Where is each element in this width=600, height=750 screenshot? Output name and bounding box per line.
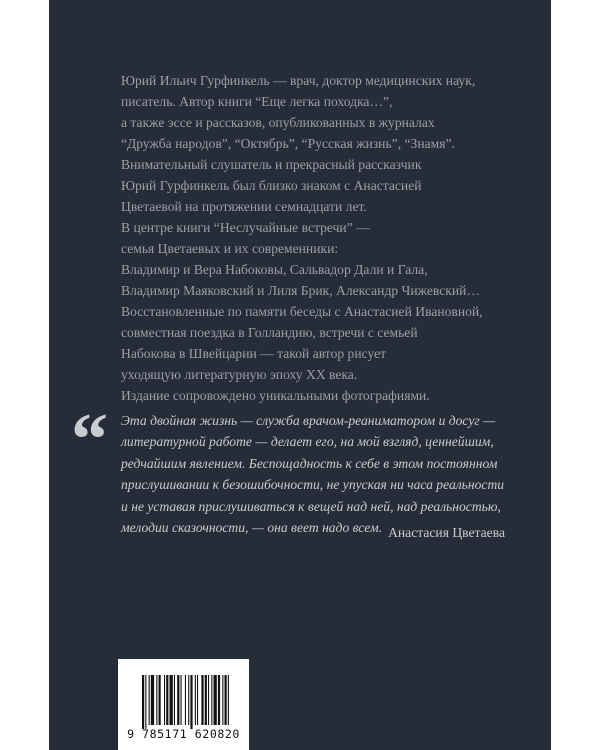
bio-line: Внимательный слушатель и прекрасный рассказчик bbox=[121, 157, 422, 172]
barcode-bar bbox=[159, 675, 161, 725]
quote-line: мелодии сказочности, — она веет надо всем. bbox=[121, 520, 383, 536]
bio-line: “Дружба народов”, “Октябрь”, “Русская жизнь”, “Знамя”. bbox=[121, 136, 455, 151]
bio-line: В центре книги “Неслучайные встречи” — bbox=[121, 220, 370, 235]
bio-line: совместная поездка в Голландию, встречи с семьей bbox=[121, 325, 418, 340]
barcode-bar bbox=[145, 675, 146, 729]
bio-line: писатель. Автор книги “Еще легка походка…”, bbox=[121, 94, 393, 109]
barcode-bar bbox=[181, 675, 182, 725]
barcode-bar bbox=[156, 675, 157, 725]
barcode-bar bbox=[225, 675, 227, 725]
bio-line: Юрий Гурфинкель был близко знаком с Анастасией bbox=[121, 178, 422, 193]
quote-author: Анастасия Цветаева bbox=[388, 525, 505, 540]
isbn-number: 9 785171 620820 bbox=[127, 727, 240, 741]
barcode-bar bbox=[218, 675, 220, 725]
author-bio bbox=[121, 70, 521, 406]
barcode-bar bbox=[222, 675, 223, 725]
quote-line: литературной работе — делает его, на мой взгляд, ценнейшим, bbox=[121, 434, 494, 450]
isbn-barcode bbox=[118, 659, 249, 750]
barcode-bar bbox=[185, 675, 186, 725]
bio-line: семья Цветаевых и их современники: bbox=[121, 241, 339, 256]
barcode-bar bbox=[151, 675, 154, 725]
bio-line: Владимир и Вера Набоковы, Сальвадор Дали и Гала, bbox=[121, 262, 428, 277]
bio-line: Набокова в Швейцарии — такой автор рисует bbox=[121, 346, 387, 361]
barcode-bar bbox=[177, 675, 179, 725]
barcode-bar bbox=[190, 675, 192, 729]
quote-line: редчайшим явлением. Беспощадность к себе в этом постоянном bbox=[121, 455, 498, 471]
bio-line: а также эссе и рассказов, опубликованных в журналах bbox=[121, 115, 435, 130]
barcode-bar bbox=[205, 675, 207, 725]
barcode-bar bbox=[188, 675, 189, 725]
barcode-bar bbox=[174, 675, 175, 725]
bio-line: Юрий Ильич Гурфинкель — врач, доктор медицинских наук, bbox=[121, 73, 476, 88]
barcode-bar bbox=[214, 675, 217, 725]
bio-line: Восстановленные по памяти беседы с Анастасией Ивановной, bbox=[121, 304, 483, 319]
barcode-bar bbox=[149, 675, 150, 725]
barcode-bar bbox=[170, 675, 173, 725]
quote-line: прислушивании к безошибочности, не упуская ни часа реальности bbox=[121, 477, 505, 493]
bio-line: Владимир Маяковский и Лиля Брик, Александр Чижевский… bbox=[121, 283, 481, 298]
barcode-bar bbox=[201, 675, 203, 725]
barcode-bar bbox=[208, 675, 209, 725]
barcode-bar bbox=[166, 675, 168, 725]
barcode-bar bbox=[228, 675, 229, 725]
barcode-bar bbox=[211, 675, 212, 725]
barcode-bar bbox=[197, 675, 198, 725]
blurb-quote bbox=[121, 410, 505, 538]
bio-line: Издание сопровождено уникальными фотографиями. bbox=[121, 388, 430, 403]
bio-line: Цветаевой на протяжении семнадцати лет. bbox=[121, 199, 367, 214]
barcode-bar bbox=[195, 675, 196, 725]
barcode-bar bbox=[142, 675, 144, 729]
quote-line: и не уставая прислушиваться к вещей над ней, над реальностью, bbox=[121, 498, 501, 514]
barcode-bar bbox=[164, 675, 165, 725]
quotation-mark-icon: “ bbox=[71, 399, 108, 481]
bio-line: уходящую литературную эпоху XX века. bbox=[121, 367, 358, 382]
quote-line: Эта двойная жизнь — служба врачом-реаниматором и досуг — bbox=[121, 413, 496, 428]
